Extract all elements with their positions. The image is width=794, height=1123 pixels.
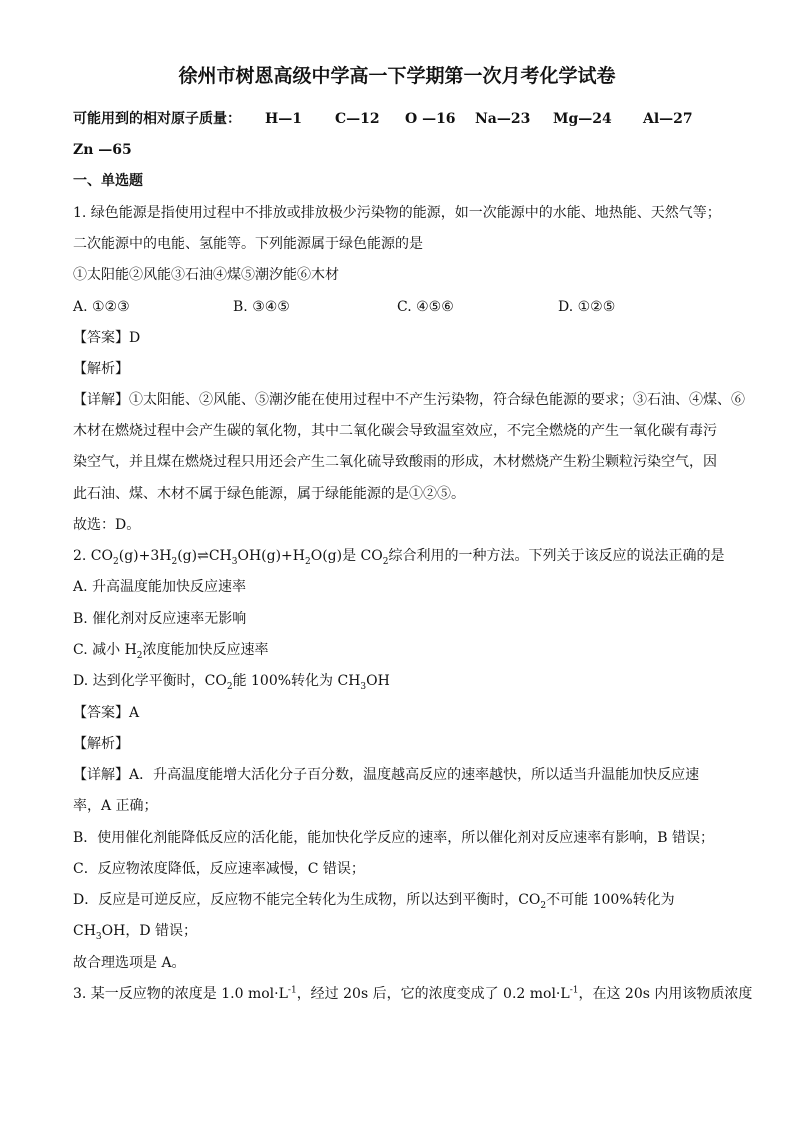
- q2-detail-line6: $CH_3OH$，D 错误；: [73, 923, 198, 942]
- atomic-mass-al: Al—27: [643, 111, 693, 127]
- atomic-mass-mg: Mg—24: [553, 111, 612, 127]
- atomic-mass-label: 可能用到的相对原子质量：: [73, 111, 241, 127]
- atomic-mass-c: C—12: [335, 111, 380, 127]
- q1-answer: 【答案】D: [73, 330, 141, 346]
- q1-option-c: C. ④⑤⑥: [397, 299, 454, 315]
- q1-detail-line3: 染空气，并且煤在燃烧过程只用还会产生二氧化硫导致酸雨的形成，木材燃烧产生粉尘颗粒污染空气，因: [73, 454, 717, 470]
- q2-analysis: 【解析】: [73, 736, 129, 752]
- q1-option-b: B. ③④⑤: [233, 299, 290, 315]
- q2-option-a: A. 升高温度能加快反应速率: [73, 579, 247, 595]
- q2-option-b: B. 催化剂对反应速率无影响: [73, 611, 247, 627]
- q2-detail-line1: 【详解】A．升高温度能增大活化分子百分数，温度越高反应的速率越快，所以适当升温能加快反应速: [73, 767, 700, 783]
- q2-option-c: C. 减小 $H_2$浓度能加快反应速率: [73, 642, 269, 661]
- q2-conclusion: 故合理选项是 A。: [73, 955, 186, 971]
- q1-analysis: 【解析】: [73, 361, 129, 377]
- q1-choice: 故选：D。: [73, 517, 141, 533]
- atomic-mass-zn: Zn —65: [73, 142, 132, 158]
- q2-answer: 【答案】A: [73, 705, 140, 721]
- q1-stem-line2: 二次能源中的电能、氢能等。下列能源属于绿色能源的是: [73, 236, 423, 252]
- q2-detail-line5: D．反应是可逆反应，反应物不能完全转化为生成物，所以达到平衡时，$CO_2$不可能 100%转化为: [73, 892, 675, 911]
- q2-detail-line2: 率，A 正确；: [73, 798, 158, 814]
- q2-detail-line3: B．使用催化剂能降低反应的活化能，能加快化学反应的速率，所以催化剂对反应速率有影响，B 错误；: [73, 830, 715, 846]
- q1-detail-line1: 【详解】①太阳能、②风能、⑤潮汐能在使用过程中不产生污染物，符合绿色能源的要求；③石油、④煤、⑥: [73, 392, 745, 408]
- atomic-mass-na: Na—23: [475, 111, 531, 127]
- exam-title: 徐州市树恩高级中学高一下学期第一次月考化学试卷: [178, 65, 616, 87]
- q1-detail-line2: 木材在燃烧过程中会产生碳的氧化物，其中二氧化碳会导致温室效应，不完全燃烧的产生一氧化碳有毒污: [73, 423, 717, 439]
- q3-stem: 3. 某一反应物的浓度是 1.0 $mol\cdot L^{-1}$，经过 20s 后，它的浓度变成了 0.2 $mol\cdot L^{-1}$，在这 20s 内用该物质浓度: [73, 985, 753, 1002]
- q1-option-a: A. ①②③: [73, 299, 130, 315]
- q2-detail-line4: C．反应物浓度降低，反应速率减慢，C 错误；: [73, 861, 365, 877]
- q1-option-d: D. ①②⑤: [558, 299, 616, 315]
- q2-stem: 2. $CO_2(g)+3H_2(g)\rightleftharpoons CH_3OH(g)+H_2O(g)$是 $CO_2$综合利用的一种方法。下列关于该反应的说法正确的是: [73, 548, 725, 567]
- section-heading: 一、单选题: [73, 173, 143, 189]
- atomic-mass-h: H—1: [265, 111, 302, 127]
- q1-stem-line1: 1. 绿色能源是指使用过程中不排放或排放极少污染物的能源，如一次能源中的水能、地热能、天然气等；: [73, 205, 721, 221]
- q1-stem-line3: ①太阳能②风能③石油④煤⑤潮汐能⑥木材: [73, 267, 339, 283]
- q2-option-d: D. 达到化学平衡时，$CO_2$能 100%转化为 $CH_3OH$: [73, 673, 390, 692]
- q1-detail-line4: 此石油、煤、木材不属于绿色能源，属于绿能能源的是①②⑤。: [73, 486, 465, 502]
- atomic-mass-o: O —16: [405, 111, 456, 127]
